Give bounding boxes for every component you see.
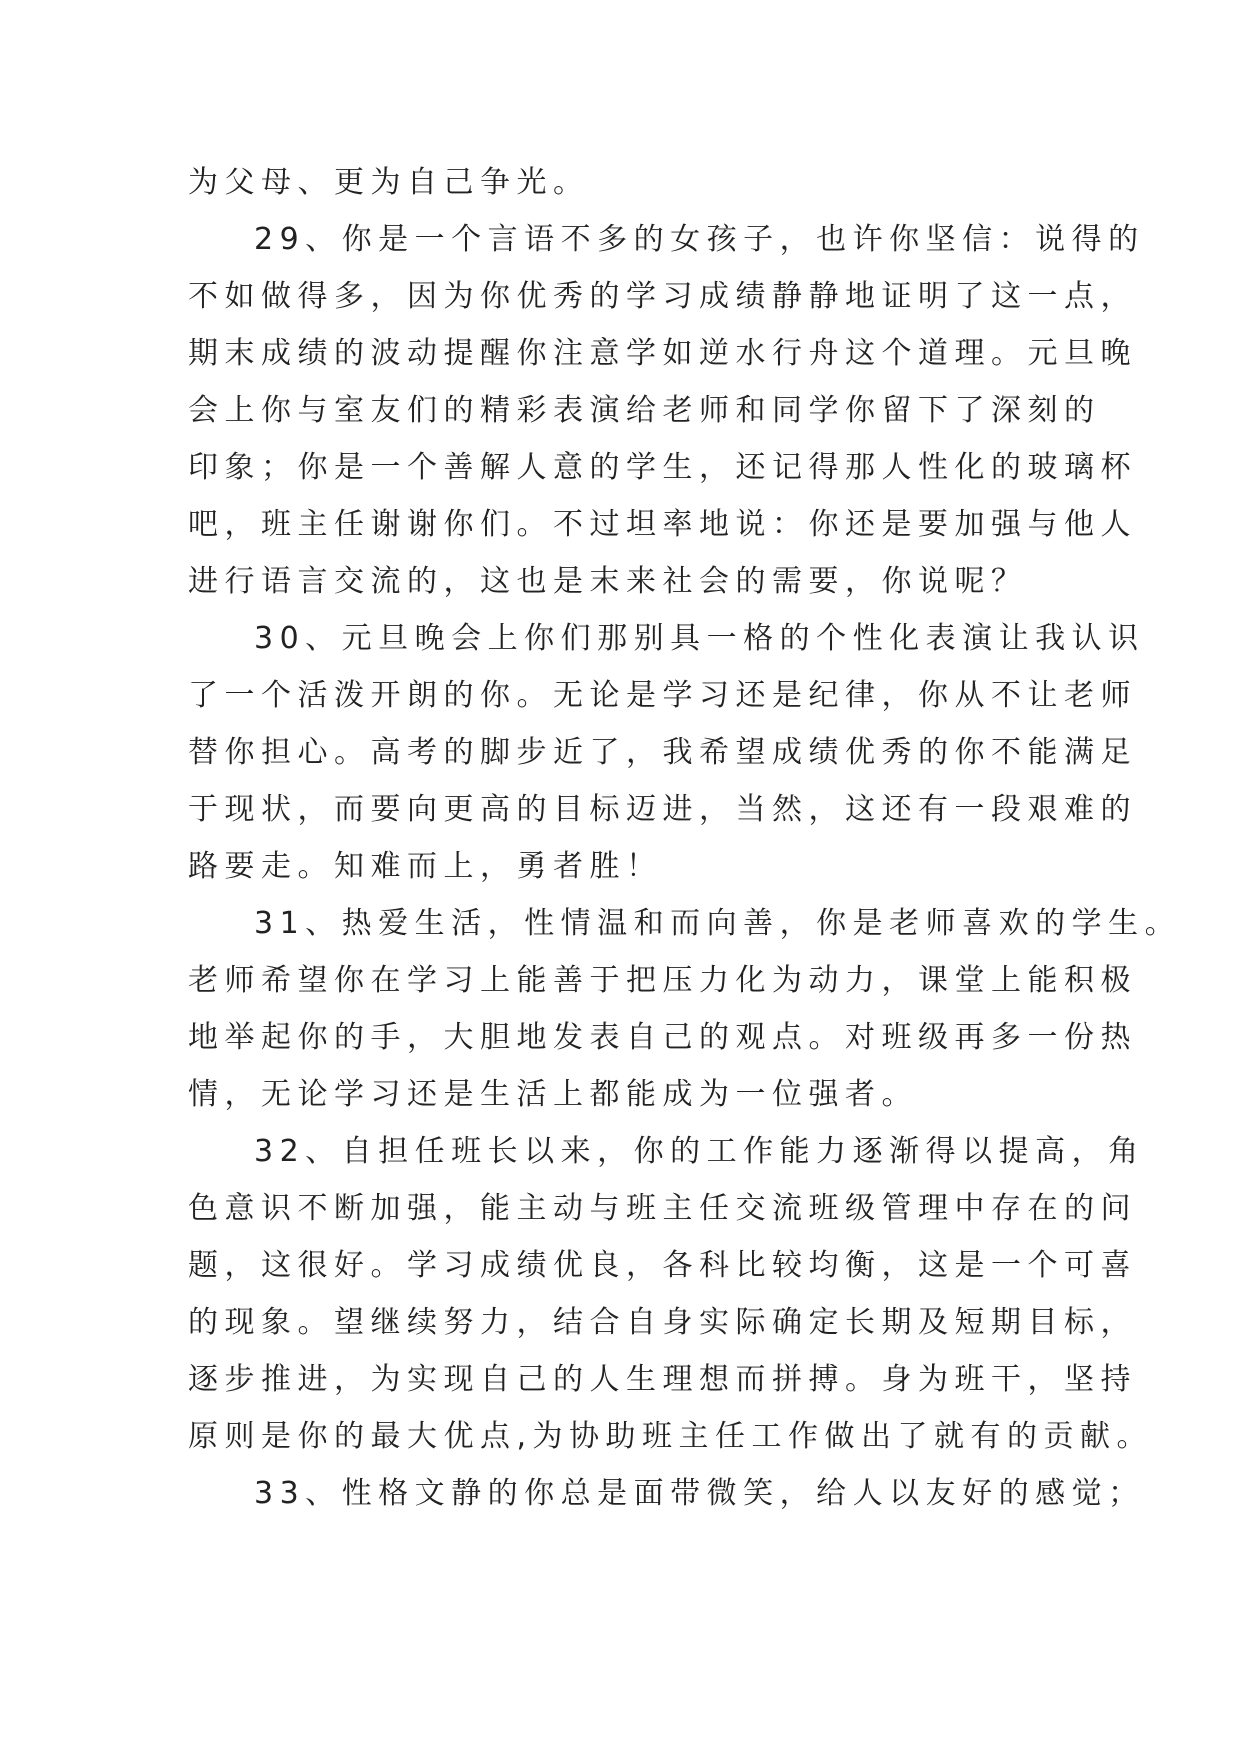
text-line-18: 32、自担任班长以来，你的工作能力逐渐得以提高，角 [254, 1134, 1145, 1169]
text-line-22: 逐步推进，为实现自己的人生理想而拼搏。身为班干，坚持 [188, 1362, 1137, 1397]
text-line-13: 路要走。知难而上，勇者胜！ [188, 849, 663, 884]
text-line-15: 老师希望你在学习上能善于把压力化为动力，课堂上能积极 [188, 963, 1137, 998]
text-line-10: 了一个活泼开朗的你。无论是学习还是纪律，你从不让老师 [188, 678, 1137, 713]
text-line-23: 原则是你的最大优点,为协助班主任工作做出了就有的贡献。 [188, 1419, 1154, 1454]
text-line-9: 30、元旦晚会上你们那别具一格的个性化表演让我认识 [254, 621, 1145, 656]
text-line-24: 33、性格文静的你总是面带微笑，给人以友好的感觉； [254, 1476, 1145, 1511]
text-line-21: 的现象。望继续努力，结合自身实际确定长期及短期目标， [188, 1305, 1137, 1340]
text-line-11: 替你担心。高考的脚步近了，我希望成绩优秀的你不能满足 [188, 735, 1137, 770]
text-line-7: 吧，班主任谢谢你们。不过坦率地说：你还是要加强与他人 [188, 507, 1137, 542]
text-line-20: 题，这很好。学习成绩优良，各科比较均衡，这是一个可喜 [188, 1248, 1137, 1283]
document-body [188, 154, 1182, 1522]
text-line-8: 进行语言交流的，这也是末来社会的需要，你说呢？ [188, 564, 1028, 599]
text-line-2: 29、你是一个言语不多的女孩子，也许你坚信：说得的 [254, 222, 1145, 257]
text-line-12: 于现状，而要向更高的目标迈进，当然，这还有一段艰难的 [188, 792, 1137, 827]
text-line-6: 印象；你是一个善解人意的学生，还记得那人性化的玻璃杯 [188, 450, 1137, 485]
text-line-3: 不如做得多，因为你优秀的学习成绩静静地证明了这一点， [188, 279, 1137, 314]
text-line-16: 地举起你的手，大胆地发表自己的观点。对班级再多一份热 [188, 1020, 1137, 1055]
text-line-17: 情，无论学习还是生活上都能成为一位强者。 [188, 1077, 918, 1112]
text-line-14: 31、热爱生活，性情温和而向善，你是老师喜欢的学生。 [254, 906, 1182, 941]
text-line-19: 色意识不断加强，能主动与班主任交流班级管理中存在的问 [188, 1191, 1137, 1226]
text-line-5: 会上你与室友们的精彩表演给老师和同学你留下了深刻的 [188, 393, 1101, 428]
text-line-4: 期末成绩的波动提醒你注意学如逆水行舟这个道理。元旦晚 [188, 336, 1137, 371]
text-line-1: 为父母、更为自己争光。 [188, 165, 590, 200]
